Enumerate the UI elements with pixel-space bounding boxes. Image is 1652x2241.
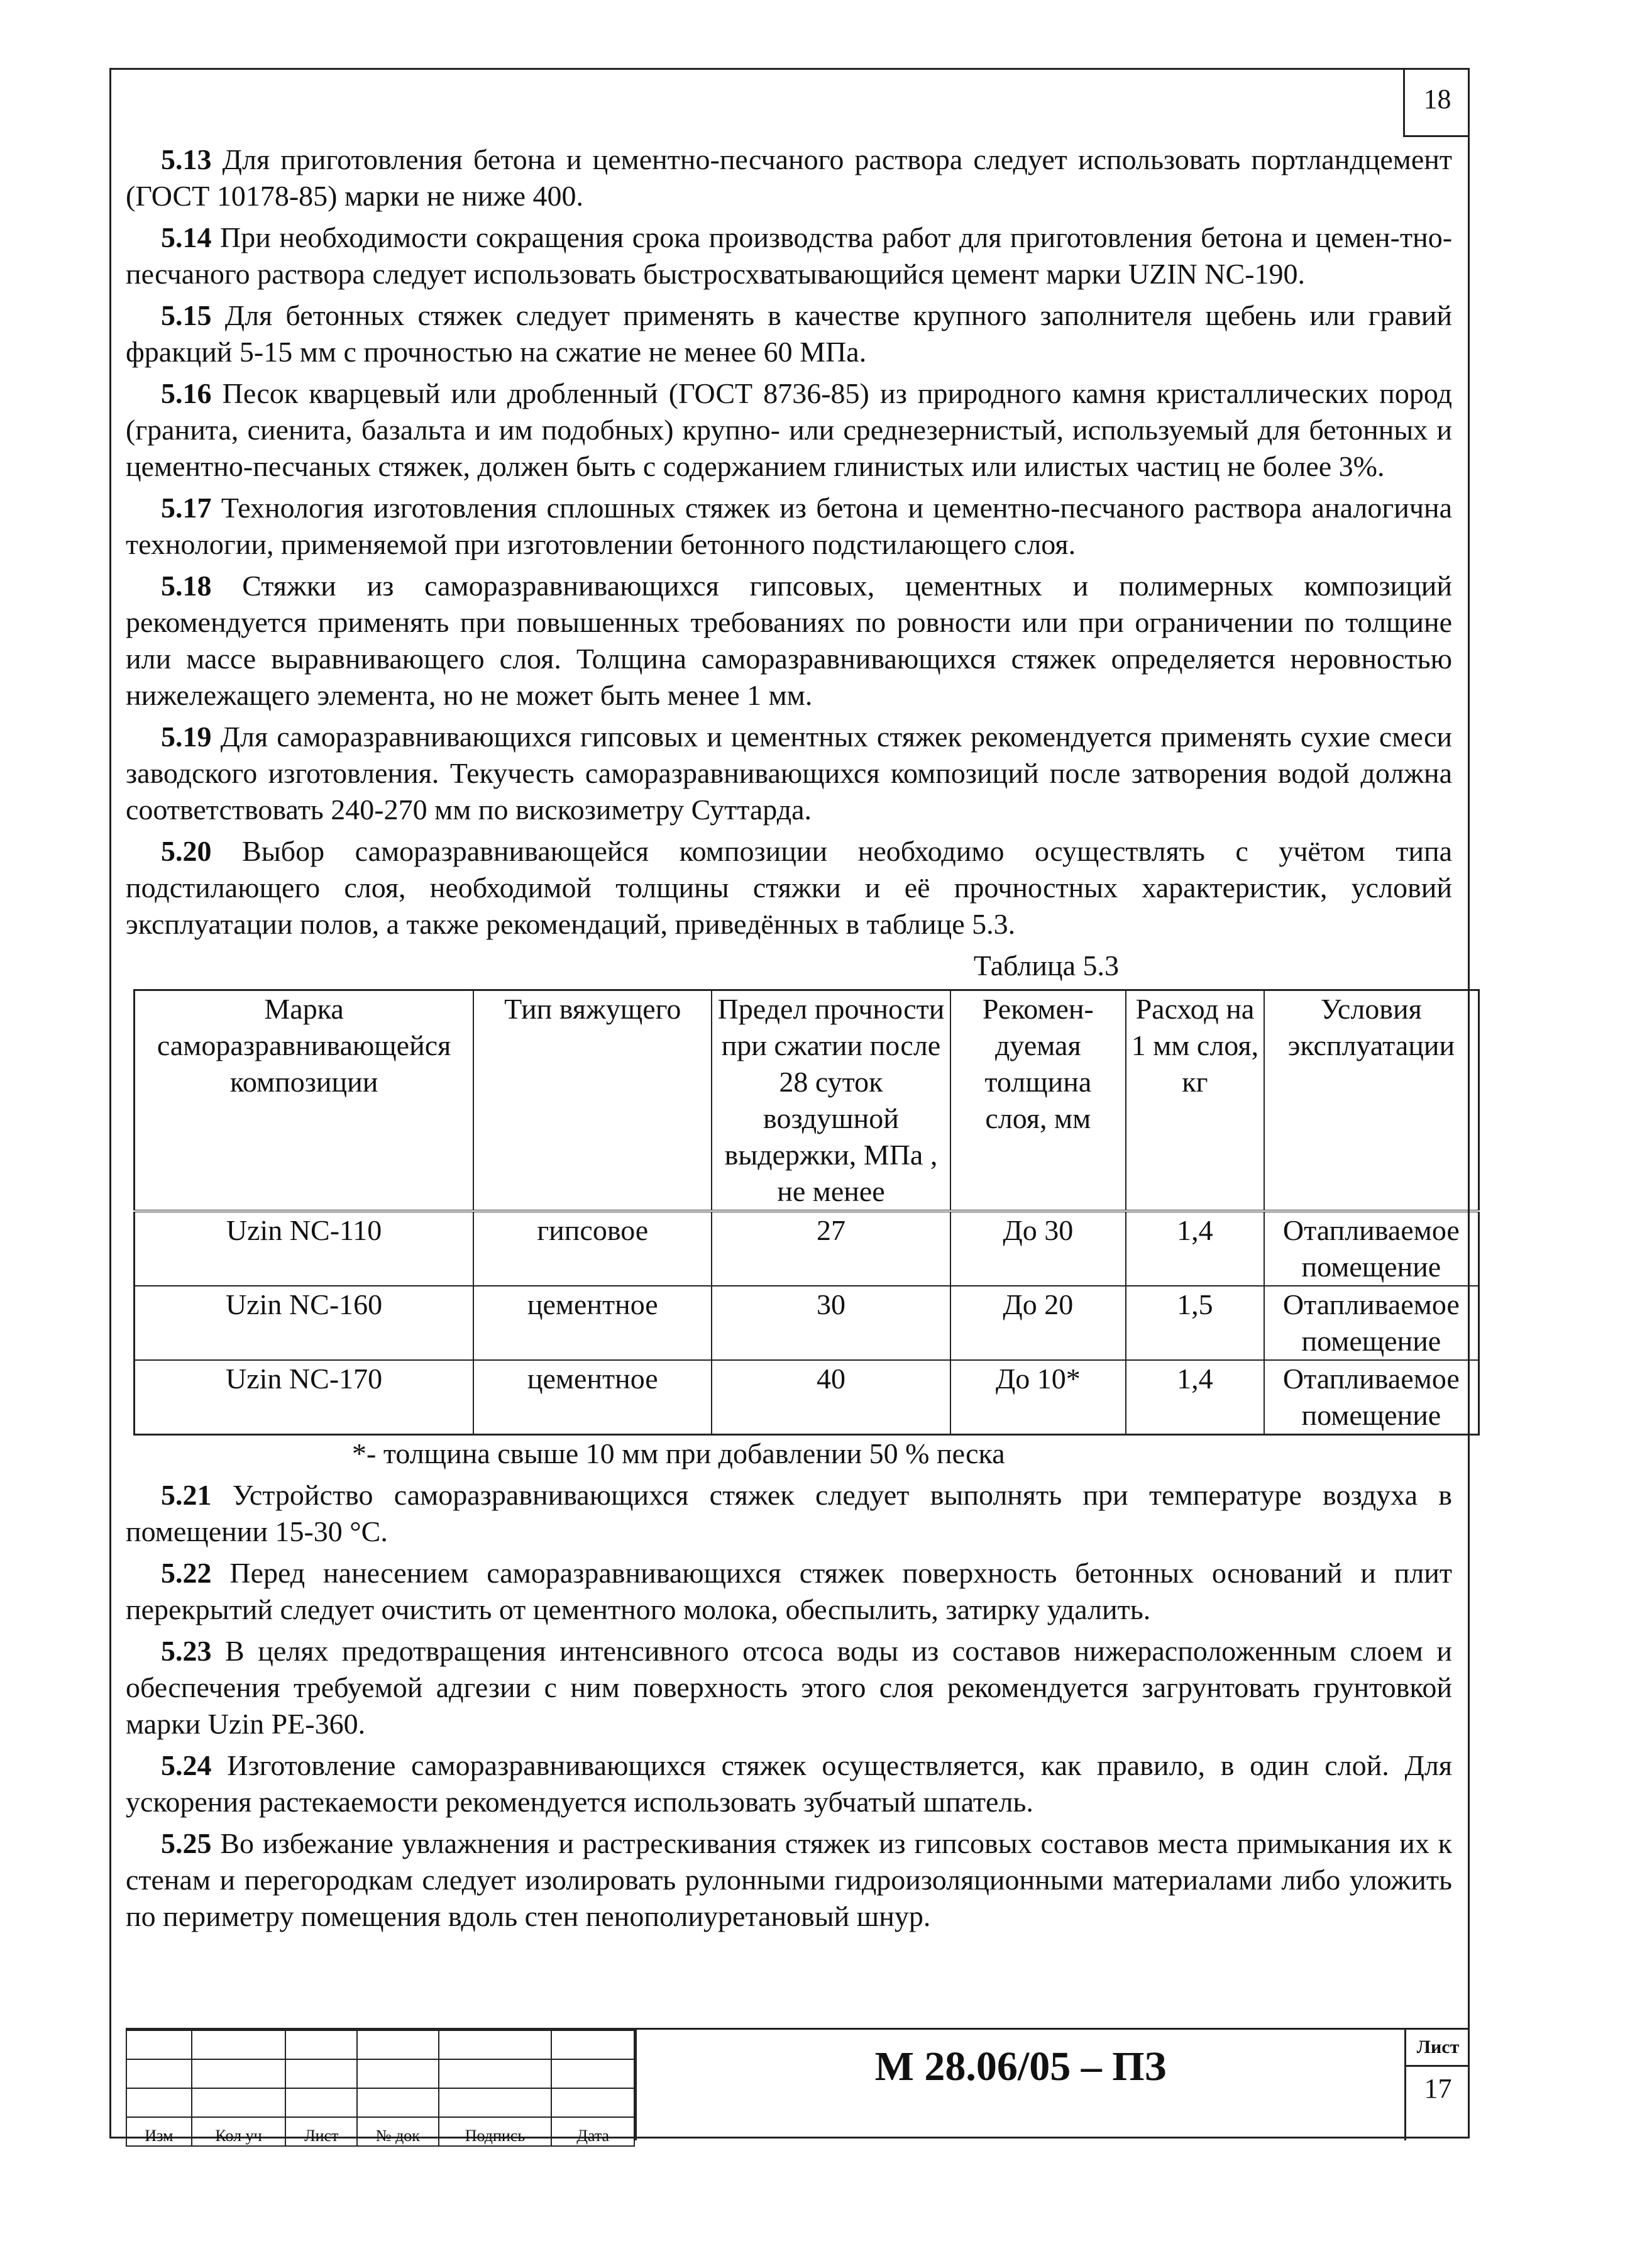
paragraph-5-25: 5.25 Во избежание увлажнения и растрескивания стяжек из гипсовых составов места примыкания их к стенам и перегородкам следует изолировать рулонными гидроизоляционными материалами либо уложить по периметру помещения вдоль стен пенополиуретановый шнур.: [126, 1827, 1452, 1932]
revision-grid: [126, 2030, 635, 2145]
header-consumption: Расход на 1 мм слоя, кг: [1126, 990, 1264, 1212]
table-cell: гипсовое: [473, 1211, 712, 1286]
paragraph-5-15: 5.15 Для бетонных стяжек следует применять в качестве крупного заполнителя щебень или гравий фракций 5-15 мм с прочностью на сжатие не менее 60 МПа.: [126, 299, 1453, 368]
table-cell: Отапливаемое помещение: [1264, 1211, 1479, 1286]
paragraph-5-23: 5.23 В целях предотвращения интенсивного отсоса воды из составов нижерасположенным слоем и обеспечения требуемой адгезии с ним поверхность этого слоя рекомендуется загрунтовать грунтовкой марки Uzin PE-360.: [126, 1635, 1452, 1740]
header-strength: Предел прочности при сжатии после 28 суток воздушной выдержки, МПа , не менее: [712, 990, 950, 1212]
header-brand: Марка саморазравнивающейся композиции: [135, 990, 474, 1212]
header-conditions: Условия эксплуатации: [1264, 990, 1479, 1212]
title-block: [126, 2028, 1470, 2145]
paragraph-5-18: 5.18 Стяжки из саморазравнивающихся гипсовых, цементных и полимерных композиций рекомендуется применять при повышенных требованиях по ровности или при ограничении по толщине или массе выравнивающего слоя. Толщина саморазравнивающихся стяжек определяется неровностью нижележащего элемента, но не может быть менее 1 мм.: [126, 570, 1452, 711]
table-cell: Uzin NC-160: [135, 1286, 474, 1360]
sheet-label: Лист: [1406, 2030, 1470, 2067]
document-code: М 28.06/05 – ПЗ: [635, 2030, 1404, 2140]
table-cell: 1,4: [1126, 1360, 1264, 1435]
page-number: 18: [1403, 68, 1470, 137]
paragraph-5-14: 5.14 При необходимости сокращения срока производства работ для приготовления бетона и цемен-тно-песчаного раствора следует использовать быстросхватывающийся цемент марки UZIN NC-190.: [126, 221, 1453, 290]
table-cell: До 20: [950, 1286, 1126, 1360]
table-caption: Таблица 5.3: [973, 949, 1119, 982]
label-signature: Подпись: [439, 2117, 552, 2146]
paragraph-5-13: 5.13 Для приготовления бетона и цементно-песчаного раствора следует использовать портландцемент (ГОСТ 10178-85) марки не ниже 400.: [126, 143, 1453, 212]
label-izm: Изм: [126, 2117, 192, 2146]
table-cell: 30: [712, 1286, 950, 1360]
label-date: Дата: [551, 2117, 634, 2146]
table-cell: цементное: [473, 1360, 712, 1435]
paragraph-5-17: 5.17 Технология изготовления сплошных стяжек из бетона и цементно-песчаного раствора аналогична технологии, применяемой при изготовлении бетонного подстилающего слоя.: [126, 492, 1452, 560]
paragraph-5-22: 5.22 Перед нанесением саморазравнивающихся стяжек поверхность бетонных оснований и плит перекрытий следует очистить от цементного молока, обеспылить, затирку удалить.: [126, 1557, 1453, 1625]
label-list: Лист: [285, 2117, 357, 2146]
table-header-row: [135, 990, 1479, 1212]
sheet-box: [1404, 2030, 1470, 2140]
table-cell: Отапливаемое помещение: [1264, 1360, 1479, 1435]
paragraph-5-20: 5.20 Выбор саморазравнивающейся композиции необходимо осуществлять с учётом типа подстилающего слоя, необходимой толщины стяжки и её прочностных характеристик, условий эксплуатации полов, а также рекомендаций, приведённых в таблице 5.3.: [126, 835, 1453, 940]
header-binder: Тип вяжущего: [473, 990, 712, 1212]
label-kol-uch: Кол уч: [192, 2117, 286, 2146]
paragraph-5-16: 5.16 Песок кварцевый или дробленный (ГОСТ 8736-85) из природного камня кристаллических пород (гранита, сиенита, базальта и им подобных) крупно- или среднезернистый, используемый для бетонных и цементно-песчаных стяжек, должен быть с содержанием глинистых или илистых частиц не более 3%.: [126, 377, 1453, 482]
paragraph-5-21: 5.21 Устройство саморазравнивающихся стяжек следует выполнять при температуре воздуха в помещении 15-30 °С.: [126, 1479, 1452, 1547]
table-row: [135, 1360, 1479, 1435]
table-cell: Uzin NC-110: [135, 1211, 474, 1286]
table-row: [135, 1286, 1479, 1360]
paragraph-5-24: 5.24 Изготовление саморазравнивающихся стяжек осуществляется, как правило, в один слой. Для ускорения растекаемости рекомендуется использовать зубчатый шпатель.: [126, 1749, 1452, 1818]
table-cell: Uzin NC-170: [135, 1360, 474, 1435]
table-cell: До 30: [950, 1211, 1126, 1286]
table-cell: 1,5: [1126, 1286, 1264, 1360]
table-cell: 1,4: [1126, 1211, 1264, 1286]
table-cell: До 10*: [950, 1360, 1126, 1435]
sheet-number: 17: [1424, 2073, 1452, 2104]
table-cell: цементное: [473, 1286, 712, 1360]
table-cell: 40: [712, 1360, 950, 1435]
composition-table: [133, 989, 1480, 1436]
table-row: [135, 1211, 1479, 1286]
document-body: [126, 141, 1460, 1940]
table-cell: Отапливаемое помещение: [1264, 1286, 1479, 1360]
table-footnote: *- толщина свыше 10 мм при добавлении 50 % песка: [352, 1437, 1005, 1469]
table-cell: 27: [712, 1211, 950, 1286]
header-thickness: Рекомен-дуемая толщина слоя, мм: [950, 990, 1126, 1212]
paragraph-5-19: 5.19 Для саморазравнивающихся гипсовых и цементных стяжек рекомендуется применять сухие смеси заводского изготовления. Текучесть саморазравнивающихся композиций после затворения водой должна соответствовать 240-270 мм по вискозиметру Суттарда.: [126, 721, 1453, 826]
label-doc-no: № док: [357, 2117, 439, 2146]
